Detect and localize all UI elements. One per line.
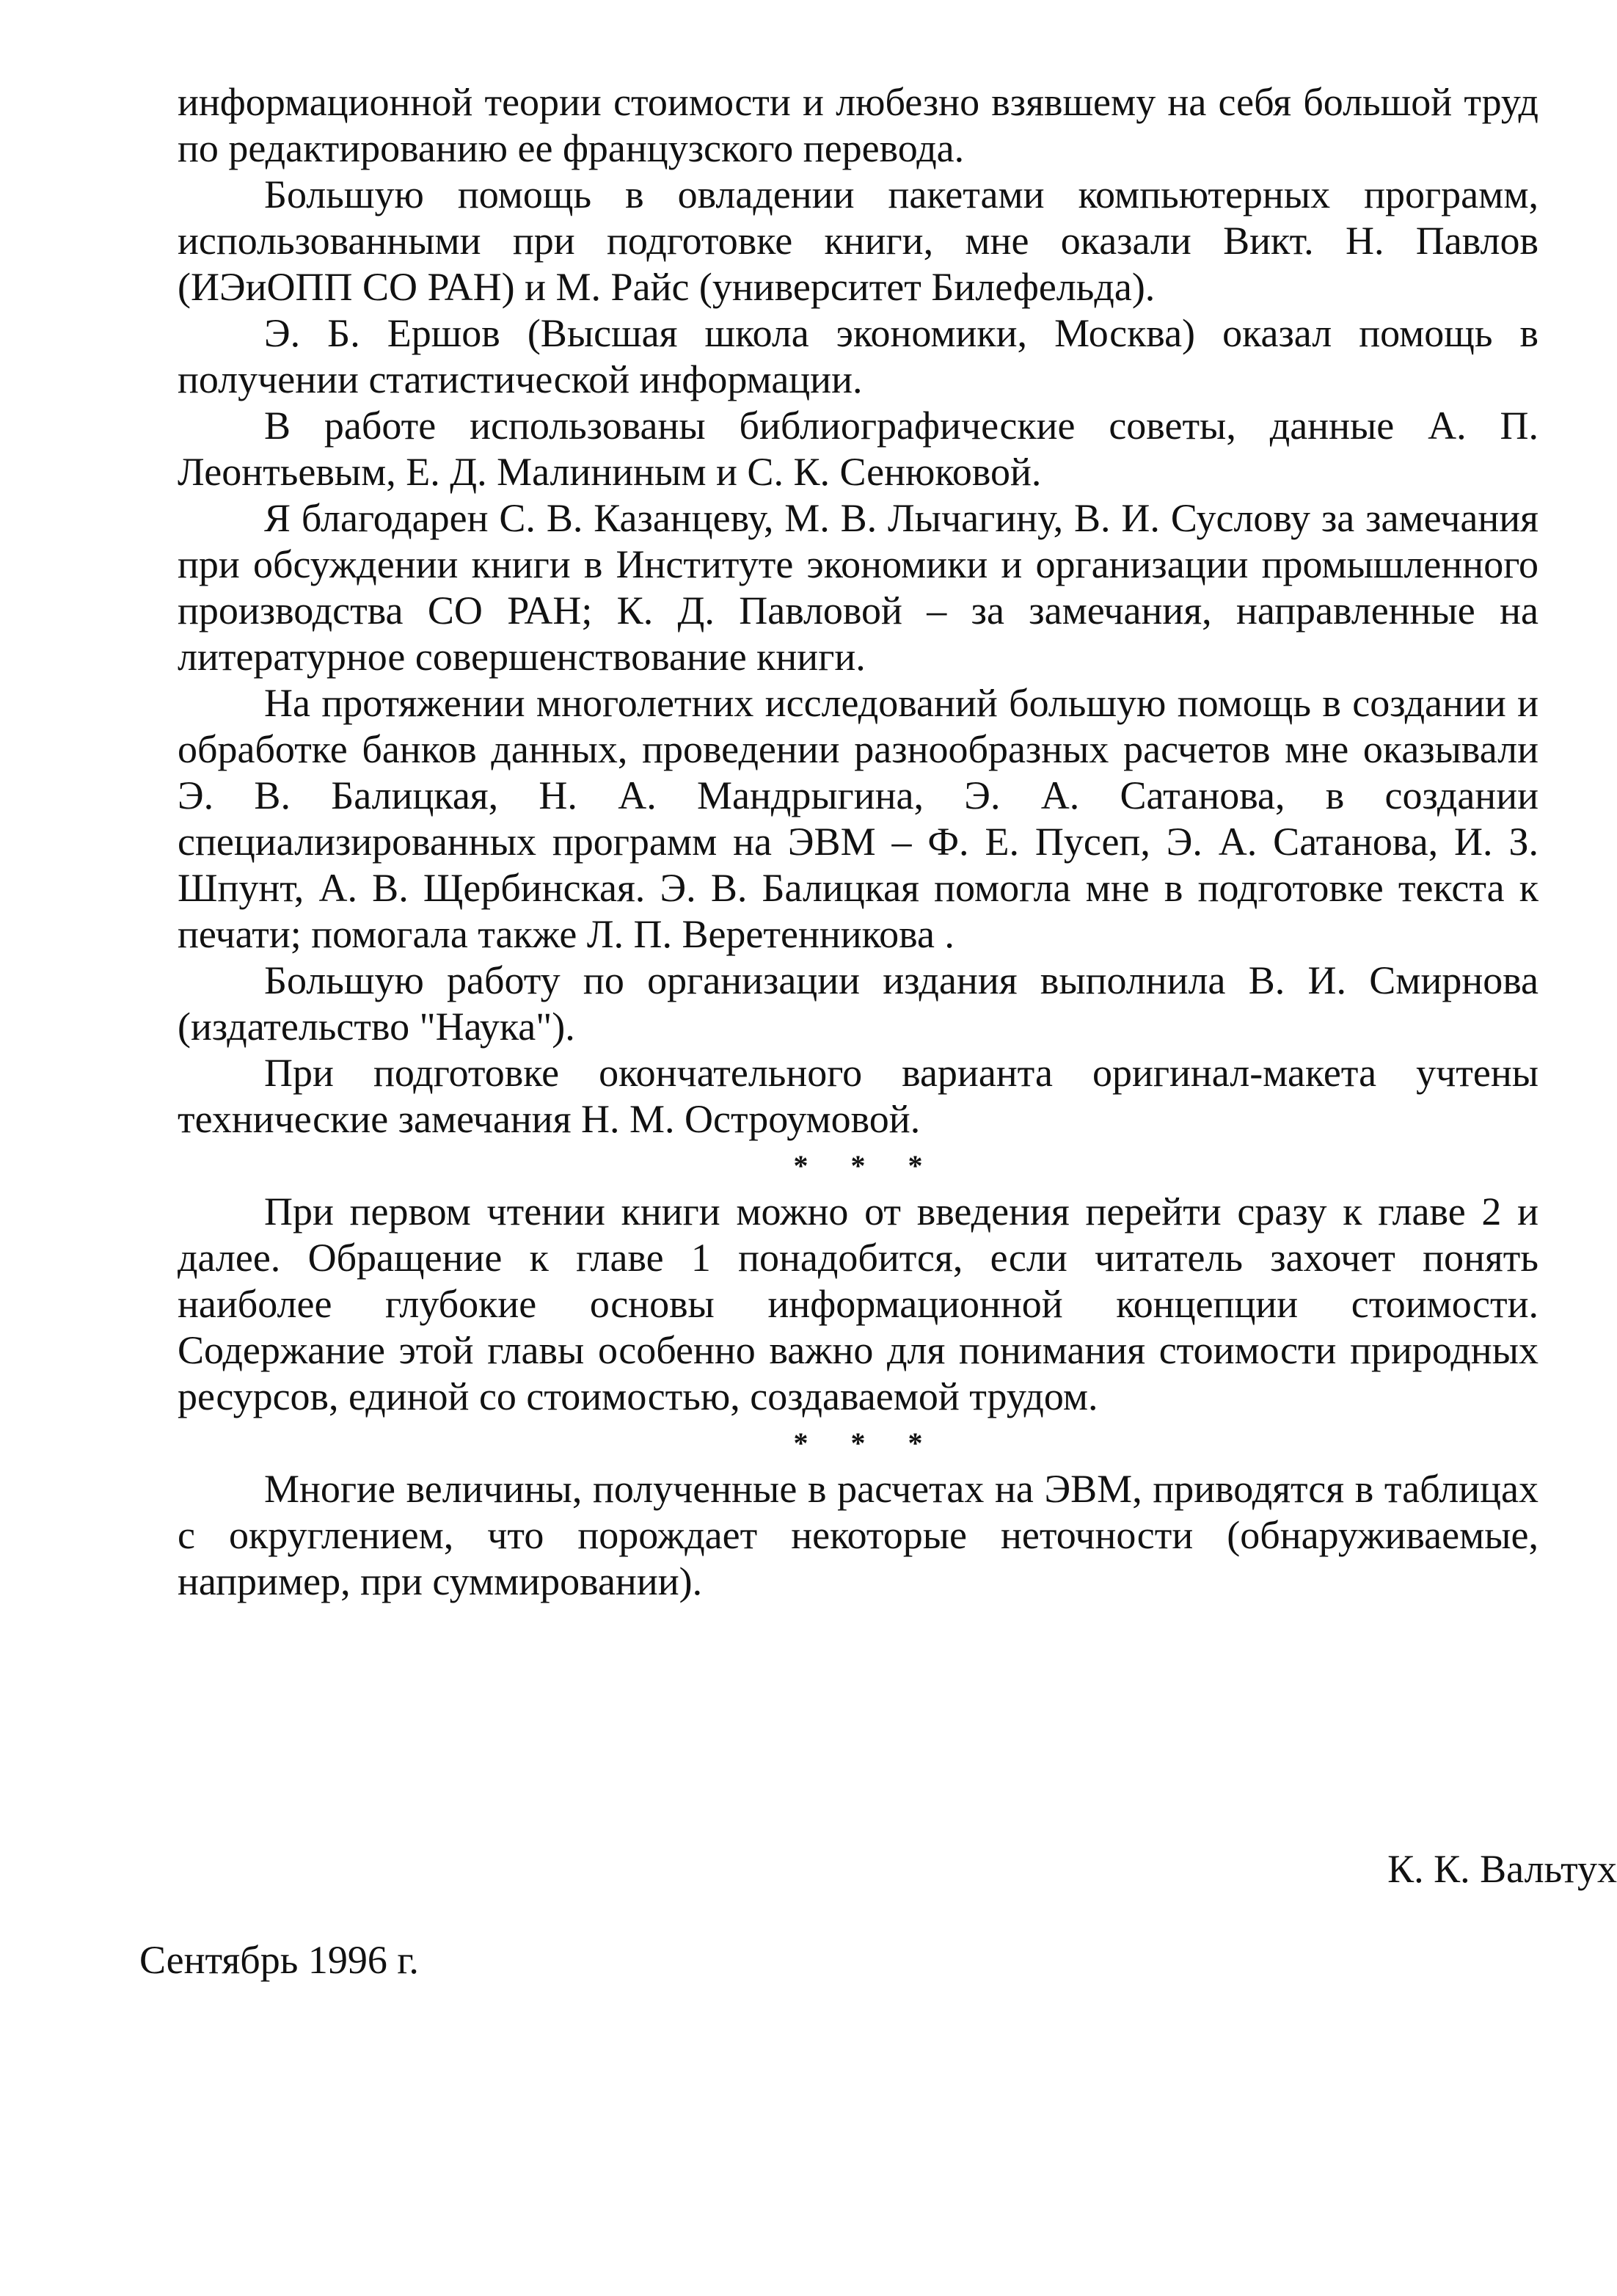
paragraph-2: Большую помощь в овладении пакетами компьютерных программ, использованными при подготовке книги, мне оказали Викт. Н. Павлов (ИЭиОПП СО РАН) и М. Райс (университет Билефельда). [178,172,1538,309]
paragraph-rounding-note: Многие величины, полученные в расчетах на ЭВМ, приводятся в таблицах с округлением, что порождает некоторые неточности (обнаруживаемые, например, при суммировании). [178,1467,1538,1603]
author-signature: К. К. Вальтух [1387,1847,1617,1891]
paragraph-8: При подготовке окончательного варианта оригинал-макета учтены технические замечания Н. М. Остроумовой. [178,1051,1538,1141]
paragraph-reading-note: При первом чтении книги можно от введения перейти сразу к главе 2 и далее. Обращение к главе 1 понадобится, если читатель захочет понять наиболее глубокие основы информационной концепции стоимости. Содержание этой главы особенно важно для понимания стоимости природных ресурсов, единой со стоимостью, создаваемой трудом. [178,1189,1538,1418]
section-separator-1: * * * [793,1149,941,1182]
paragraph-6: На протяжении многолетних исследований большую помощь в создании и обработке банков данных, проведении разнообразных расчетов мне оказывали Э. В. Балицкая, Н. А. Мандрыгина, Э. А. Сатанова, в создании специализированных программ на ЭВМ – Ф. Е. Пусеп, Э. А. Сатанова, И. З. Шпунт, А. В. Щербинская. Э. В. Балицкая помогла мне в подготовке текста к печати; помогала также Л. П. Веретенникова . [178,681,1538,956]
document-page [178,79,1538,1605]
paragraph-4: В работе использованы библиографические советы, данные А. П. Леонтьевым, Е. Д. Малининым и С. К. Сенюковой. [178,404,1538,494]
paragraph-7: Большую работу по организации издания выполнила В. И. Смирнова (издательство "Наука"). [178,958,1538,1049]
date-line: Сентябрь 1996 г. [139,1938,419,1982]
paragraph-3: Э. Б. Ершов (Высшая школа экономики, Москва) оказал помощь в получении статистической информации. [178,311,1538,401]
paragraph-5: Я благодарен С. В. Казанцеву, М. В. Лычагину, В. И. Суслову за замечания при обсуждении книги в Институте экономики и организации промышленного производства СО РАН; К. Д. Павловой – за замечания, направленные на литературное совершенствование книги. [178,496,1538,679]
section-separator-2: * * * [793,1426,941,1459]
paragraph-1: информационной теории стоимости и любезно взявшему на себя большой труд по редактированию ее французского перевода. [178,80,1538,170]
